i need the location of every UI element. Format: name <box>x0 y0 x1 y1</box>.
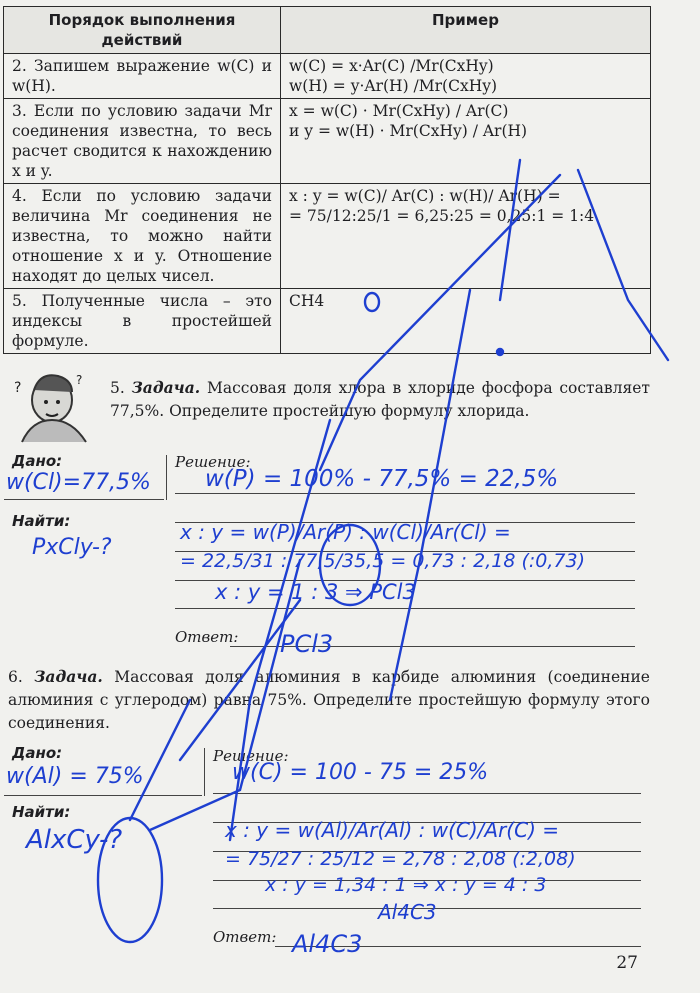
handwritten-find: AlxCy-? <box>26 825 123 855</box>
task-statement: Массовая доля алюминия в карбиде алюминия (соединение алюминия с углеродом) равна 75%. Определите простейшую формулу этого соединения. <box>8 668 650 732</box>
page-number: 27 <box>616 953 638 973</box>
table-header-example: Пример <box>281 7 651 54</box>
otvet-label: Ответ: <box>175 628 239 646</box>
example-line: и y = w(H) · Mr(CxHy) / Ar(H) <box>289 122 528 140</box>
handwritten-given: w(Cl)=77,5% <box>6 470 151 495</box>
step-cell: 5. Полученные числа – это индексы в простейшей формуле. <box>4 289 281 354</box>
handwritten-solution-line: = 22,5/31 : 77,5/35,5 = 0,73 : 2,18 (:0,73) <box>180 550 585 572</box>
svg-text:?: ? <box>14 380 22 396</box>
dano-label: Дано: <box>12 744 63 762</box>
najti-label: Найти: <box>12 512 71 530</box>
reshenie-label: Решение: <box>213 747 289 765</box>
handwritten-answer: Al4C3 <box>292 930 363 958</box>
handwritten-find: PxCly-? <box>32 535 112 560</box>
handwritten-given: w(Al) = 75% <box>6 764 144 789</box>
otvet-label: Ответ: <box>213 928 277 946</box>
handwritten-solution-line: x : y = 1 : 3 ⇒ PCl3 <box>215 580 416 604</box>
example-line: w(H) = y·Ar(H) /Mr(CxHy) <box>289 77 498 95</box>
handwritten-solution-line: w(C) = 100 - 75 = 25% <box>232 760 489 785</box>
task-number: 6. <box>8 668 23 686</box>
example-line: x : y = w(C)/ Ar(C) : w(H)/ Ar(H) = <box>289 187 561 205</box>
step-cell: 3. Если по условию задачи Mr соединения известна, то весь расчет сводится к нахождению x и y. <box>4 99 281 184</box>
handwritten-solution-line: Al4C3 <box>378 900 437 924</box>
handwritten-solution-line: w(P) = 100% - 77,5% = 22,5% <box>205 466 559 492</box>
dano-label: Дано: <box>12 452 63 470</box>
task-number: 5. <box>110 379 125 397</box>
handwritten-solution-line: = 75/27 : 25/12 = 2,78 : 2,08 (:2,08) <box>225 848 576 870</box>
step-cell: 4. Если по условию задачи величина Mr соединения не известна, то можно найти отношение x и y. Отношение находят до целых чисел. <box>4 184 281 289</box>
example-line: w(C) = x·Ar(C) /Mr(CxHy) <box>289 57 494 75</box>
reshenie-label: Решение: <box>175 453 251 471</box>
example-line: = 75/12:25/1 = 6,25:25 = 0,25:1 = 1:4 <box>289 207 595 225</box>
task-label: Задача. <box>34 667 103 686</box>
najti-label: Найти: <box>12 803 71 821</box>
example-line: x = w(C) · Mr(CxHy) / Ar(C) <box>289 102 509 120</box>
table-header-steps: Порядок выполнения действий <box>4 7 281 54</box>
step-cell: 2. Запишем выражение w(C) и w(H). <box>4 54 281 99</box>
task-statement: Массовая доля хлора в хлориде фосфора составляет 77,5%. Определите простейшую формулу хлорида. <box>110 379 650 420</box>
handwritten-solution-line: x : y = 1,34 : 1 ⇒ x : y = 4 : 3 <box>265 874 547 896</box>
handwritten-solution-line: x : y = w(P)/Ar(P) : w(Cl)/Ar(Cl) = <box>180 520 511 544</box>
example-line: CH4 <box>289 292 325 310</box>
svg-text:?: ? <box>76 373 83 387</box>
task-label: Задача. <box>131 378 201 397</box>
handwritten-answer: PCl3 <box>280 630 334 658</box>
handwritten-solution-line: x : y = w(Al)/Ar(Al) : w(C)/Ar(C) = <box>225 818 559 842</box>
